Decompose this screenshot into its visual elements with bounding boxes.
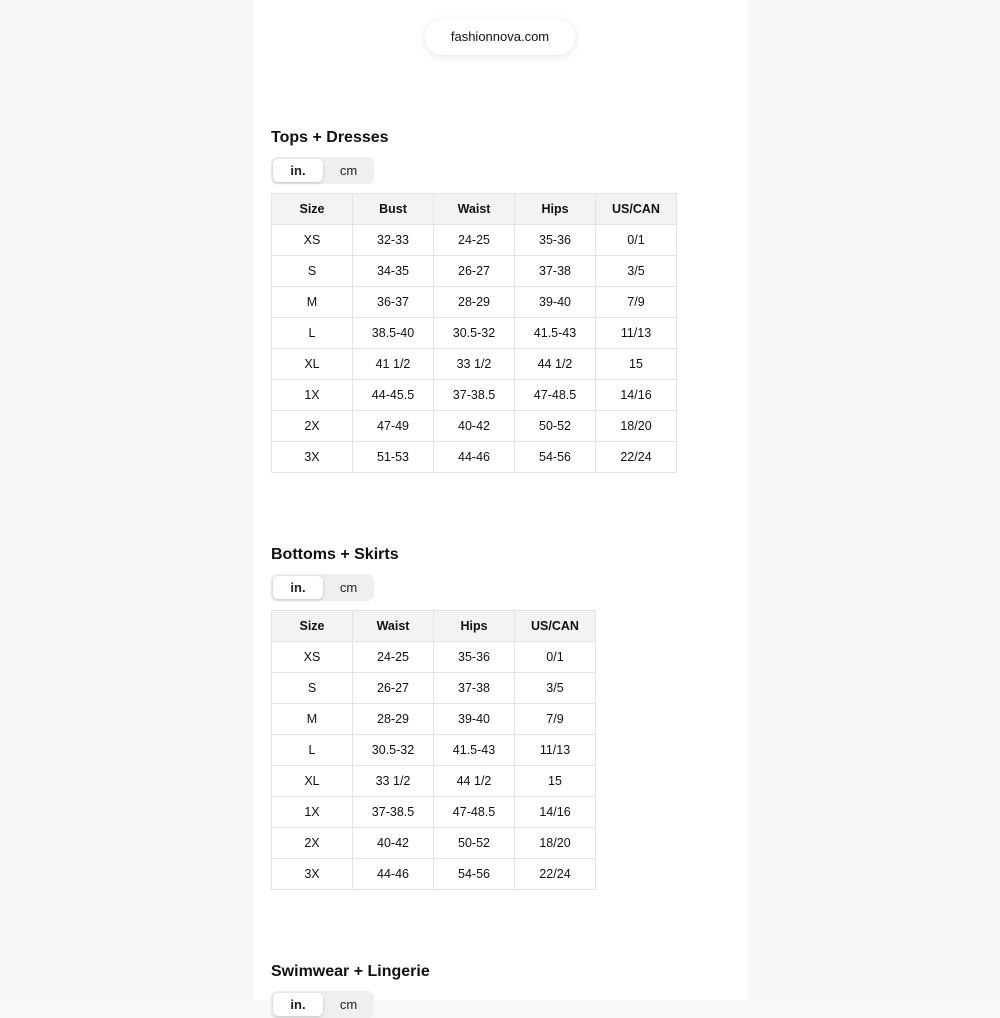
table-row xyxy=(272,704,596,735)
column-header: Bust xyxy=(353,194,434,225)
table-cell: XS xyxy=(272,642,353,673)
table-cell: 24-25 xyxy=(434,225,515,256)
table-row xyxy=(272,256,677,287)
unit-option-cm[interactable]: cm xyxy=(339,997,358,1012)
table-cell: S xyxy=(272,673,353,704)
column-header: Waist xyxy=(434,194,515,225)
column-header: Size xyxy=(272,611,353,642)
section-title: Tops + Dresses xyxy=(271,129,389,146)
table-cell: 37-38 xyxy=(434,673,515,704)
table-cell: 1X xyxy=(272,380,353,411)
table-cell: 51-53 xyxy=(353,442,434,473)
table-cell: 7/9 xyxy=(596,287,677,318)
unit-option-cm[interactable]: cm xyxy=(339,580,358,595)
table-cell: 26-27 xyxy=(434,256,515,287)
table-cell: 7/9 xyxy=(515,704,596,735)
table-row xyxy=(272,349,677,380)
table-cell: 36-37 xyxy=(353,287,434,318)
table-cell: 50-52 xyxy=(515,411,596,442)
table-row xyxy=(272,735,596,766)
table-cell: M xyxy=(272,704,353,735)
table-row xyxy=(272,797,596,828)
table-cell: 39-40 xyxy=(515,287,596,318)
table-cell: 44-45.5 xyxy=(353,380,434,411)
table-cell: M xyxy=(272,287,353,318)
table-row xyxy=(272,380,677,411)
table-cell: 15 xyxy=(596,349,677,380)
column-header: Hips xyxy=(515,194,596,225)
section-title: Swimwear + Lingerie xyxy=(271,963,430,980)
size-table-tops xyxy=(271,193,677,473)
table-cell: 44 1/2 xyxy=(515,349,596,380)
table-cell: 30.5-32 xyxy=(434,318,515,349)
table-cell: L xyxy=(272,735,353,766)
table-cell: 3/5 xyxy=(515,673,596,704)
table-row xyxy=(272,673,596,704)
background-right xyxy=(748,0,1000,1000)
table-cell: 2X xyxy=(272,411,353,442)
unit-option-in[interactable]: in. xyxy=(273,159,323,182)
table-cell: 18/20 xyxy=(596,411,677,442)
table-cell: 18/20 xyxy=(515,828,596,859)
table-cell: 2X xyxy=(272,828,353,859)
table-row xyxy=(272,442,677,473)
size-guide-page xyxy=(253,0,748,1012)
table-cell: XL xyxy=(272,349,353,380)
table-row xyxy=(272,411,677,442)
table-cell: S xyxy=(272,256,353,287)
table-cell: 28-29 xyxy=(353,704,434,735)
table-cell: 37-38 xyxy=(515,256,596,287)
section-title: Bottoms + Skirts xyxy=(271,546,399,563)
size-table-bottoms xyxy=(271,610,596,890)
table-cell: 40-42 xyxy=(434,411,515,442)
url-bar[interactable]: fashionnova.com xyxy=(425,19,575,55)
table-row xyxy=(272,766,596,797)
table-cell: 22/24 xyxy=(596,442,677,473)
table-cell: 33 1/2 xyxy=(434,349,515,380)
table-cell: 15 xyxy=(515,766,596,797)
table-cell: 38.5-40 xyxy=(353,318,434,349)
table-cell: 11/13 xyxy=(596,318,677,349)
table-cell: 3/5 xyxy=(596,256,677,287)
section-tops-dresses xyxy=(271,128,677,473)
column-header: Hips xyxy=(434,611,515,642)
unit-option-in[interactable]: in. xyxy=(273,993,323,1016)
unit-toggle xyxy=(271,157,374,184)
table-row xyxy=(272,318,677,349)
table-row xyxy=(272,859,596,890)
column-header: US/CAN xyxy=(596,194,677,225)
table-cell: XL xyxy=(272,766,353,797)
table-cell: 47-48.5 xyxy=(434,797,515,828)
table-cell: 34-35 xyxy=(353,256,434,287)
table-cell: 33 1/2 xyxy=(353,766,434,797)
table-cell: 54-56 xyxy=(515,442,596,473)
table-cell: 47-49 xyxy=(353,411,434,442)
table-cell: 35-36 xyxy=(434,642,515,673)
table-row xyxy=(272,828,596,859)
column-header: Size xyxy=(272,194,353,225)
table-header-row xyxy=(272,611,596,642)
table-cell: 41.5-43 xyxy=(515,318,596,349)
table-row xyxy=(272,225,677,256)
table-cell: 54-56 xyxy=(434,859,515,890)
table-cell: 11/13 xyxy=(515,735,596,766)
column-header: US/CAN xyxy=(515,611,596,642)
table-cell: 37-38.5 xyxy=(434,380,515,411)
table-cell: 35-36 xyxy=(515,225,596,256)
table-cell: 14/16 xyxy=(596,380,677,411)
unit-option-cm[interactable]: cm xyxy=(339,163,358,178)
table-cell: 32-33 xyxy=(353,225,434,256)
table-cell: 44-46 xyxy=(434,442,515,473)
table-row xyxy=(272,287,677,318)
table-header-row xyxy=(272,194,677,225)
table-row xyxy=(272,642,596,673)
table-cell: 50-52 xyxy=(434,828,515,859)
table-cell: 44-46 xyxy=(353,859,434,890)
table-cell: 22/24 xyxy=(515,859,596,890)
unit-toggle xyxy=(271,991,374,1018)
table-cell: 24-25 xyxy=(353,642,434,673)
table-cell: 3X xyxy=(272,859,353,890)
column-header: Waist xyxy=(353,611,434,642)
table-cell: 30.5-32 xyxy=(353,735,434,766)
table-cell: 0/1 xyxy=(596,225,677,256)
table-cell: 3X xyxy=(272,442,353,473)
table-cell: 1X xyxy=(272,797,353,828)
table-cell: 44 1/2 xyxy=(434,766,515,797)
section-bottoms-skirts xyxy=(271,545,596,890)
table-cell: 40-42 xyxy=(353,828,434,859)
unit-toggle xyxy=(271,574,374,601)
table-cell: 39-40 xyxy=(434,704,515,735)
table-cell: 41.5-43 xyxy=(434,735,515,766)
table-cell: L xyxy=(272,318,353,349)
unit-option-in[interactable]: in. xyxy=(273,576,323,599)
table-cell: 0/1 xyxy=(515,642,596,673)
table-cell: 26-27 xyxy=(353,673,434,704)
table-cell: 14/16 xyxy=(515,797,596,828)
table-cell: 37-38.5 xyxy=(353,797,434,828)
section-swimwear-lingerie xyxy=(271,962,430,1018)
background-left xyxy=(0,0,253,1000)
table-cell: 47-48.5 xyxy=(515,380,596,411)
table-cell: XS xyxy=(272,225,353,256)
table-cell: 41 1/2 xyxy=(353,349,434,380)
table-cell: 28-29 xyxy=(434,287,515,318)
